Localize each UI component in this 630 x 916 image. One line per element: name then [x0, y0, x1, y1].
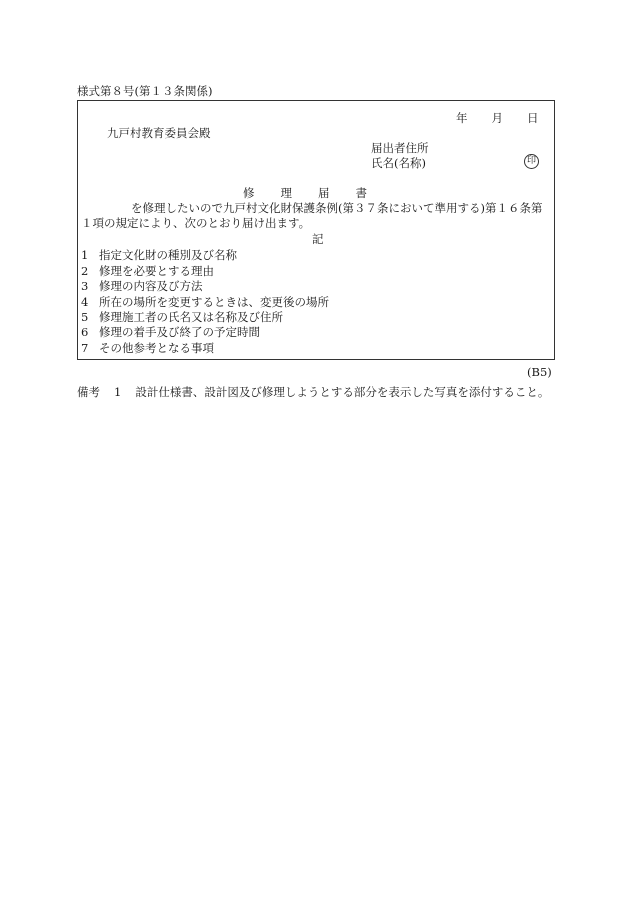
list-item [81, 310, 283, 324]
list-item [81, 295, 329, 309]
list-item-number: 5 [81, 310, 89, 324]
body-text-line-2: １項の規定により、次のとおり届け出ます。 [81, 216, 311, 230]
title-char-2: 理 [280, 186, 292, 200]
applicant-address-label: 届出者住所 [371, 141, 429, 155]
list-item-number: 1 [81, 248, 89, 262]
paper-size-label: (B5) [527, 365, 552, 379]
list-item [81, 248, 237, 262]
applicant-name-label: 氏名(名称) [371, 156, 426, 170]
title-char-1: 修 [243, 186, 255, 200]
list-item-text: 修理の着手及び終了の予定時間 [99, 325, 260, 339]
remarks-label: 備考 [77, 385, 100, 399]
date-day: 日 [527, 111, 539, 125]
title-char-4: 書 [355, 186, 367, 200]
list-item [81, 341, 214, 355]
list-item-text: 修理施工者の氏名又は名称及び住所 [99, 310, 283, 324]
body-text-line-1: を修理したいので九戸村文化財保護条例(第３７条において準用する)第１６条第 [131, 201, 543, 215]
list-item [81, 264, 214, 278]
list-item-number: 2 [81, 264, 89, 278]
list-item-number: 4 [81, 295, 89, 309]
list-item-text: 所在の場所を変更するときは、変更後の場所 [99, 295, 329, 309]
form-title [243, 186, 367, 200]
list-item-number: 3 [81, 279, 89, 293]
form-number-label: 様式第８号(第１３条関係) [77, 84, 213, 98]
list-item-text: 修理の内容及び方法 [99, 279, 203, 293]
ki-heading: 記 [312, 232, 324, 246]
remarks [77, 385, 549, 399]
list-item-number: 7 [81, 341, 89, 355]
list-item [81, 279, 203, 293]
date-month: 月 [491, 111, 503, 125]
list-item [81, 325, 260, 339]
list-item-text: 修理を必要とする理由 [99, 264, 214, 278]
date-line [456, 111, 539, 125]
list-item-text: 指定文化財の種別及び名称 [99, 248, 237, 262]
list-item-text: その他参考となる事項 [99, 341, 214, 355]
title-char-3: 届 [318, 186, 330, 200]
date-year: 年 [456, 111, 468, 125]
remarks-number: 1 [114, 385, 122, 399]
addressee: 九戸村教育委員会殿 [107, 126, 211, 140]
remarks-text: 設計仕様書、設計図及び修理しようとする部分を表示した写真を添付すること。 [135, 385, 550, 399]
list-item-number: 6 [81, 325, 89, 339]
seal-mark: 印 [524, 154, 539, 169]
